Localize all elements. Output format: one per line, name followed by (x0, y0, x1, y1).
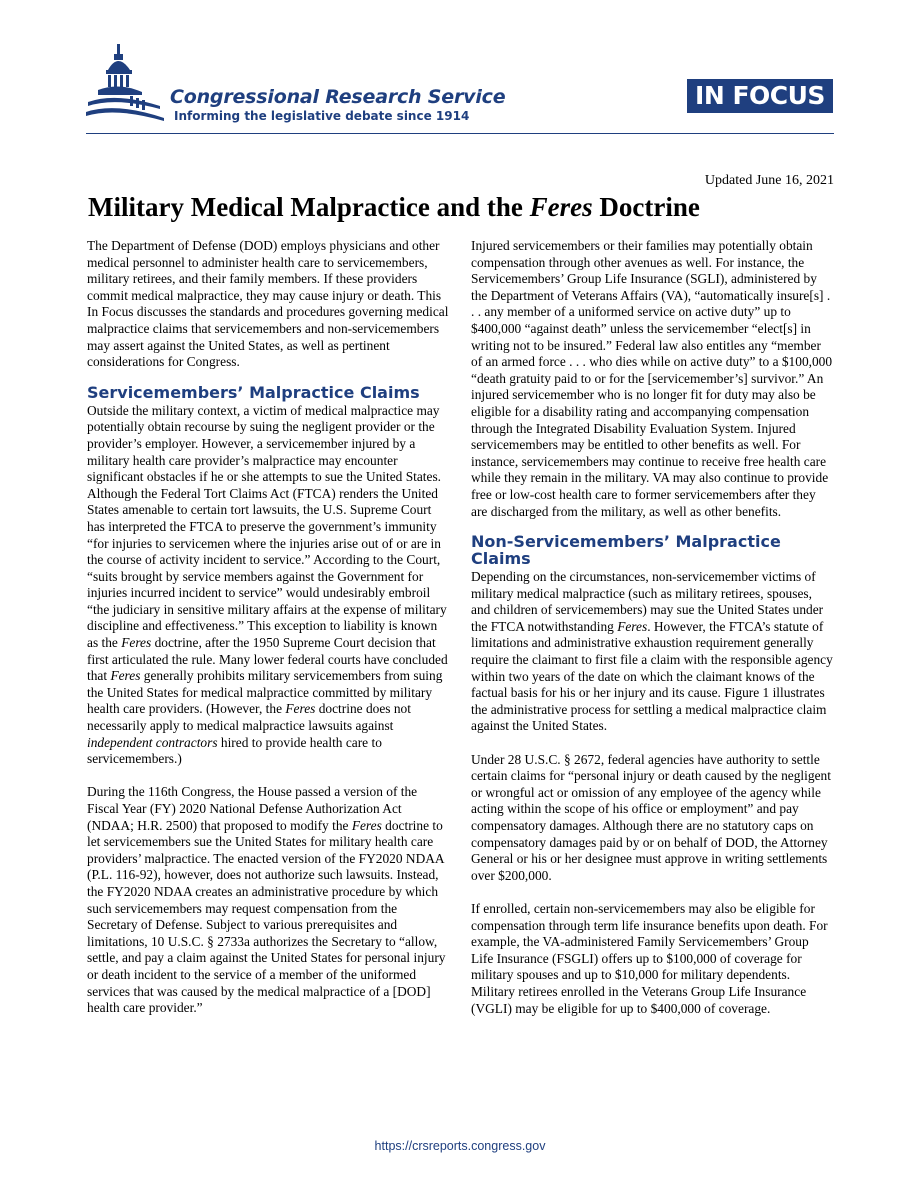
intro-paragraph: The Department of Defense (DOD) employs physicians and other medical personnel to administer health care to servicemembers, military retirees, and their family members. If these providers commit medical malpractice, they may cause injury or death. This In Focus discusses the standards and procedures governing medical malpractice claims that servicemembers and non-servicemembers may assert against the United States, as well as pertinent considerations for Congress. (87, 238, 449, 370)
feres-italic: Feres (617, 618, 648, 634)
servicemembers-paragraph-1 (87, 403, 449, 768)
header-rule (86, 133, 834, 134)
text-span: doctrine to let servicemembers sue the United States for military health care providers’ malpractice. The enacted version of the FY2020 NDAA (P.L. 116-92), however, does not authorize such lawsuits. Instead, the FY2020 NDAA creates an administrative procedure by which such servicemembers may request compensation from the Secretary of Defense. Subject to various prerequisites and limitations, 10 U.S.C. § 2733a authorizes the Secretary to “allow, settle, and pay a claim against the United States for personal injury or death incident to the service of a member of the uniformed services that was caused by the medical malpractice of a [DOD] health care provider.” (87, 817, 446, 1016)
independent-contractors-italic: independent contractors (87, 734, 218, 750)
non-servicemembers-paragraph-1 (471, 569, 833, 735)
text-span: doctrine, after the 1950 Supreme Court decision that first articulated the rule. Many lower federal courts have concluded that (87, 635, 448, 684)
in-focus-badge: IN FOCUS (687, 79, 833, 113)
feres-italic: Feres (121, 635, 152, 651)
capitol-dome-logo (86, 40, 166, 132)
org-tagline: Informing the legislative debate since 1914 (174, 109, 470, 123)
servicemembers-paragraph-2 (87, 784, 449, 1016)
title-part-2: Doctrine (592, 192, 700, 222)
feres-italic: Feres (110, 668, 141, 684)
left-column (87, 238, 449, 1017)
other-avenues-paragraph: Injured servicemembers or their families may potentially obtain compensation through other avenues as well. For instance, the Servicemembers’ Group Life Insurance (SGLI), administered by the Department of Veterans Affairs (VA), “automatically insure[s] . . . any member of a uniformed service on active duty” up to $400,000 “against death” unless the servicemember “elect[s] in writing not to be insured.” Federal law also entitles any “member of an armed force . . . who dies while on active duty” to a $100,000 “death gratuity paid to or for the [servicemember’s] survivor.” An injured servicemember who is no longer fit for duty may also be eligible for a disability rating and accompanying compensation through the Integrated Disability Evaluation System. Injured servicemembers may be entitled to other benefits as well. For instance, servicemembers may continue to receive free health care while they remain in the military. VA may also continue to provide free or low-cost health care to former servicemembers after they are discharged from the military, as well as other benefits. (471, 238, 833, 519)
title-feres: Feres (529, 192, 593, 222)
life-insurance-paragraph: If enrolled, certain non-servicemembers may also be eligible for compensation through term life insurance benefits upon death. For example, the VA-administered Family Servicemembers’ Group Life Insurance (FSGLI) offers up to $100,000 of coverage for military spouses and up to $10,000 for military dependents. Military retirees enrolled in the Veterans Group Life Insurance (VGLI) may be eligible for up to $400,000 of coverage. (471, 900, 828, 1016)
section-heading-servicemembers: Servicemembers’ Malpractice Claims (87, 382, 420, 402)
page-title (88, 192, 700, 223)
text-span: . However, the FTCA’s statute of limitations and administrative exhaustion requirement generally require the claimant to first file a claim with the responsible agency within two years of the date on which the claimant knows of the factual basis for his or her injury and its cause. Figure 1 illustrates the administrative process for settling a medical malpractice claim against the United States. (471, 618, 833, 734)
text-span: hired to provide health care to servicemembers.) (87, 734, 382, 767)
text-span: During the 116th Congress, the House passed a version of the Fiscal Year (FY) 2020 National Defense Authorization Act (NDAA; H.R. 2500) that proposed to modify the (87, 784, 418, 833)
text-span: generally prohibits military servicemembers from suing the United States for medical malpractice committed by military health care providers. (However, the (87, 668, 443, 717)
feres-italic: Feres (285, 701, 316, 717)
text-span: Depending on the circumstances, non-servicemember victims of military medical malpractice (such as military retirees, spouses, and children of servicemembers) may sue the United States under the FTCA notwithstanding (471, 569, 824, 634)
settlement-paragraph: Under 28 U.S.C. § 2672, federal agencies have authority to settle certain claims for “personal injury or death caused by the negligent or wrongful act or omission of any employee of the agency while acting within the scope of his office or employment” and pay compensatory damages. Although there are no statutory caps on compensatory damages paid by or on behalf of DOD, the Attorney General or his or her designee must approve in writing settlements over $200,000. (471, 751, 831, 883)
footer-url-link[interactable]: https://crsreports.congress.gov (374, 1139, 546, 1153)
updated-date: Updated June 16, 2021 (704, 173, 834, 188)
text-span: doctrine does not necessarily apply to medical malpractice lawsuits against (87, 701, 411, 734)
org-name: Congressional Research Service (170, 86, 506, 108)
title-part-1: Military Medical Malpractice and the (88, 192, 530, 222)
text-span: Outside the military context, a victim of medical malpractice may potentially obtain recourse by suing the negligent provider or the provider’s employer. However, a servicemember injured by a military health care provider’s malpractice may encounter significant obstacles if he or she attempts to sue the United States. Although the Federal Tort Claims Act (FTCA) renders the United States amenable to certain tort lawsuits, the U.S. Supreme Court has interpreted the FTCA to preserve the government’s immunity “for injuries to servicemen where the injuries arise out of or are in the course of activity incident to service.” According to the Court, “suits brought by service members against the Government for injuries incurred incident to service” would undesirably embroil “the judiciary in sensitive military affairs at the expense of military discipline and effectiveness.” This exception to liability is known as the (87, 402, 447, 651)
right-column (471, 238, 833, 1017)
section-heading-non-servicemembers: Non-Servicemembers’ Malpractice Claims (471, 532, 781, 569)
feres-italic: Feres (351, 817, 382, 833)
